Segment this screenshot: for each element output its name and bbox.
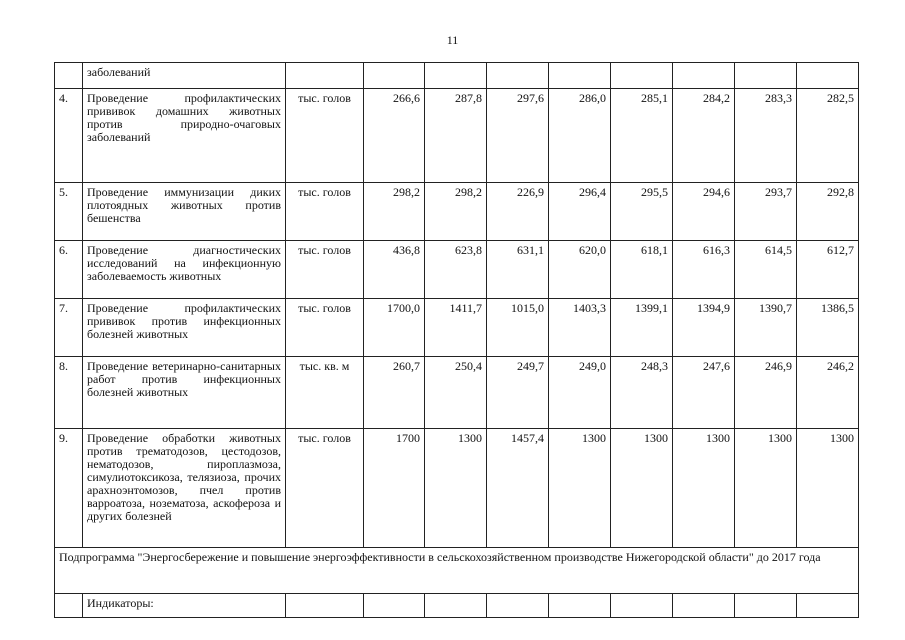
value-cell: 1700,0 bbox=[364, 299, 425, 357]
value-cell: 1300 bbox=[549, 429, 611, 548]
value-cell: 249,0 bbox=[549, 357, 611, 429]
row-name-cell: Проведение иммунизации диких плотоядных животных против бешенства bbox=[83, 183, 286, 241]
row-number-cell: 4. bbox=[55, 89, 83, 183]
table-row bbox=[55, 183, 859, 241]
row-name-cell: Проведение профилактических прививок домашних животных против природно-очаговых заболеваний bbox=[83, 89, 286, 183]
unit-cell: тыс. голов bbox=[286, 299, 364, 357]
value-cell bbox=[611, 63, 673, 89]
value-cell bbox=[487, 63, 549, 89]
value-cell: 1386,5 bbox=[797, 299, 859, 357]
value-cell: 1300 bbox=[735, 429, 797, 548]
value-cell: 1399,1 bbox=[611, 299, 673, 357]
value-cell bbox=[549, 594, 611, 618]
value-cell bbox=[425, 63, 487, 89]
value-cell: 616,3 bbox=[673, 241, 735, 299]
value-cell: 247,6 bbox=[673, 357, 735, 429]
value-cell: 287,8 bbox=[425, 89, 487, 183]
value-cell: 298,2 bbox=[364, 183, 425, 241]
value-cell: 1403,3 bbox=[549, 299, 611, 357]
value-cell: 1394,9 bbox=[673, 299, 735, 357]
value-cell: 612,7 bbox=[797, 241, 859, 299]
value-cell: 248,3 bbox=[611, 357, 673, 429]
value-cell bbox=[735, 63, 797, 89]
row-name-cell: заболеваний bbox=[83, 63, 286, 89]
row-name-cell: Проведение ветеринарно-санитарных работ против инфекционных болезней животных bbox=[83, 357, 286, 429]
value-cell: 226,9 bbox=[487, 183, 549, 241]
row-number-cell: 8. bbox=[55, 357, 83, 429]
value-cell: 297,6 bbox=[487, 89, 549, 183]
table-row bbox=[55, 357, 859, 429]
value-cell: 623,8 bbox=[425, 241, 487, 299]
value-cell: 249,7 bbox=[487, 357, 549, 429]
value-cell bbox=[735, 594, 797, 618]
value-cell: 293,7 bbox=[735, 183, 797, 241]
value-cell: 298,2 bbox=[425, 183, 487, 241]
value-cell: 260,7 bbox=[364, 357, 425, 429]
value-cell: 285,1 bbox=[611, 89, 673, 183]
value-cell bbox=[549, 63, 611, 89]
value-cell: 620,0 bbox=[549, 241, 611, 299]
row-name-cell: Проведение диагностических исследований на инфекционную заболеваемость животных bbox=[83, 241, 286, 299]
value-cell: 618,1 bbox=[611, 241, 673, 299]
value-cell: 250,4 bbox=[425, 357, 487, 429]
value-cell: 292,8 bbox=[797, 183, 859, 241]
page-number: 11 bbox=[446, 33, 459, 47]
value-cell bbox=[364, 594, 425, 618]
unit-cell bbox=[286, 63, 364, 89]
value-cell: 1457,4 bbox=[487, 429, 549, 548]
value-cell: 246,9 bbox=[735, 357, 797, 429]
value-cell: 266,6 bbox=[364, 89, 425, 183]
value-cell: 1015,0 bbox=[487, 299, 549, 357]
value-cell bbox=[797, 594, 859, 618]
unit-cell: тыс. голов bbox=[286, 89, 364, 183]
value-cell: 1300 bbox=[797, 429, 859, 548]
table-row bbox=[55, 429, 859, 548]
value-cell bbox=[425, 594, 487, 618]
row-number-cell bbox=[55, 594, 83, 618]
value-cell: 436,8 bbox=[364, 241, 425, 299]
value-cell bbox=[487, 594, 549, 618]
row-name-cell: Проведение профилактических прививок против инфекционных болезней животных bbox=[83, 299, 286, 357]
value-cell bbox=[797, 63, 859, 89]
value-cell bbox=[673, 594, 735, 618]
row-number-cell: 7. bbox=[55, 299, 83, 357]
row-name-cell: Проведение обработки животных против трематодозов, цестодозов, нематодозов, пироплазмоза, симулиотоксикоза, телязиоза, прочих арахноэнтомозов, пчел против варроатоза, нозематоза, аскофероза и других болезней bbox=[83, 429, 286, 548]
row-number-cell: 5. bbox=[55, 183, 83, 241]
value-cell: 284,2 bbox=[673, 89, 735, 183]
value-cell bbox=[611, 594, 673, 618]
value-cell: 1300 bbox=[673, 429, 735, 548]
value-cell bbox=[364, 63, 425, 89]
unit-cell: тыс. голов bbox=[286, 241, 364, 299]
subprogram-title: Подпрограмма "Энергосбережение и повышение энергоэффективности в сельскохозяйственном производстве Нижегородской области" до 2017 года bbox=[55, 548, 859, 594]
table-row bbox=[55, 241, 859, 299]
value-cell: 1411,7 bbox=[425, 299, 487, 357]
indicators-label: Индикаторы: bbox=[83, 594, 286, 618]
value-cell: 283,3 bbox=[735, 89, 797, 183]
table-row bbox=[55, 299, 859, 357]
indicators-table bbox=[54, 62, 859, 618]
value-cell: 295,5 bbox=[611, 183, 673, 241]
unit-cell: тыс. голов bbox=[286, 429, 364, 548]
value-cell: 1300 bbox=[611, 429, 673, 548]
unit-cell: тыс. голов bbox=[286, 183, 364, 241]
row-number-cell: 9. bbox=[55, 429, 83, 548]
value-cell: 631,1 bbox=[487, 241, 549, 299]
value-cell: 614,5 bbox=[735, 241, 797, 299]
row-number-cell: 6. bbox=[55, 241, 83, 299]
value-cell: 286,0 bbox=[549, 89, 611, 183]
value-cell: 1390,7 bbox=[735, 299, 797, 357]
unit-cell: тыс. кв. м bbox=[286, 357, 364, 429]
table-row bbox=[55, 63, 859, 89]
value-cell: 282,5 bbox=[797, 89, 859, 183]
value-cell: 1300 bbox=[425, 429, 487, 548]
value-cell: 246,2 bbox=[797, 357, 859, 429]
indicators-row bbox=[55, 594, 859, 618]
value-cell: 1700 bbox=[364, 429, 425, 548]
table-row bbox=[55, 89, 859, 183]
unit-cell bbox=[286, 594, 364, 618]
row-number-cell bbox=[55, 63, 83, 89]
value-cell: 296,4 bbox=[549, 183, 611, 241]
value-cell bbox=[673, 63, 735, 89]
subprogram-row bbox=[55, 548, 859, 594]
value-cell: 294,6 bbox=[673, 183, 735, 241]
